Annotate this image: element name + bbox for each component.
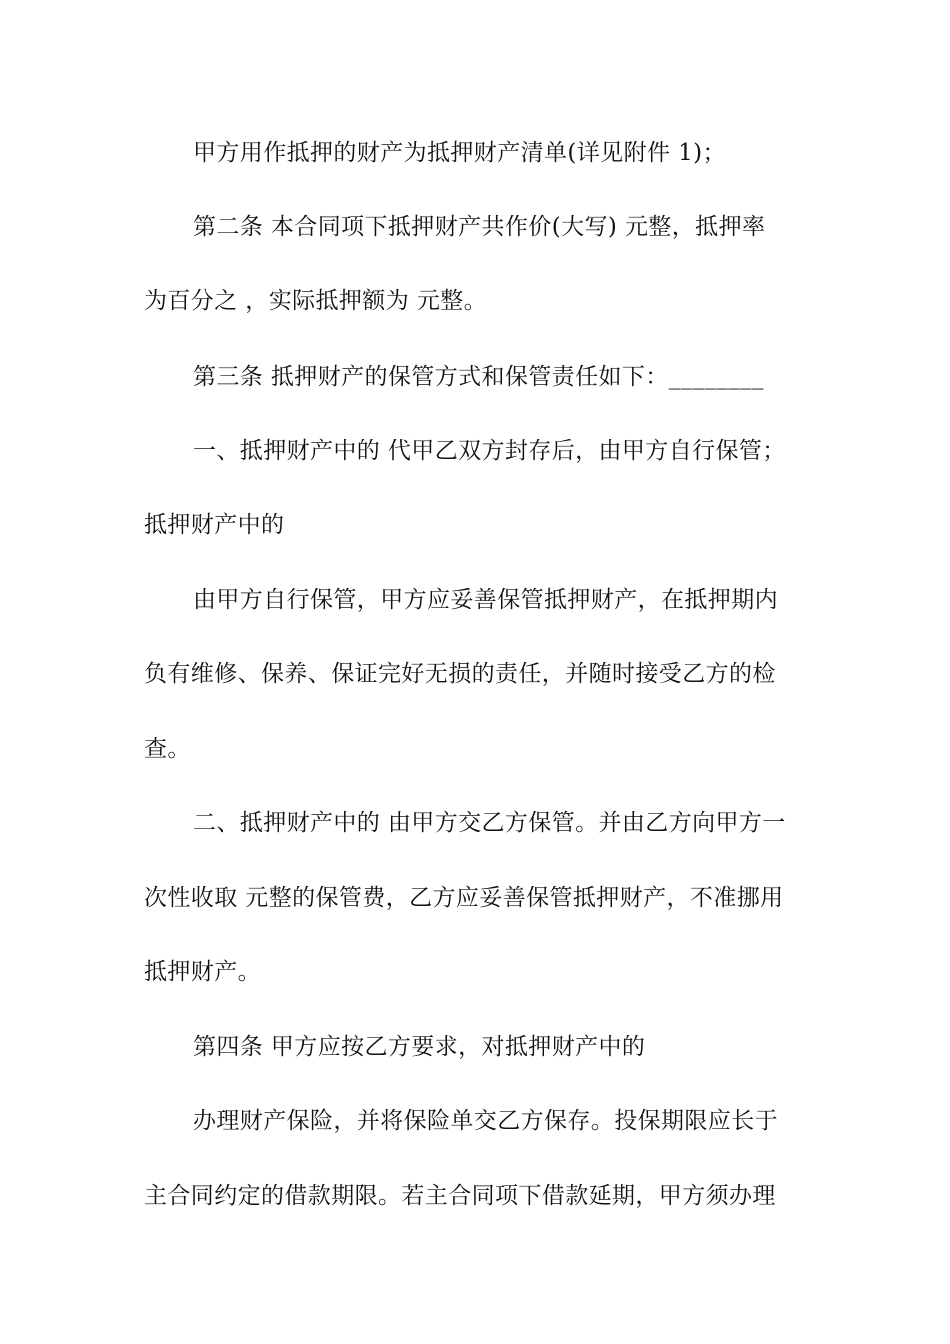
text-line: 主合同约定的借款期限。若主合同项下借款延期，甲方须办理: [144, 1183, 776, 1209]
text-line: 抵押财产。: [144, 959, 261, 985]
text-line: 由甲方自行保管，甲方应妥善保管抵押财产，在抵押期内: [193, 587, 778, 613]
text-line: 第二条 本合同项下抵押财产共作价(大写) 元整，抵押率: [193, 214, 766, 240]
text-line: 第四条 甲方应按乙方要求，对抵押财产中的: [193, 1034, 646, 1060]
text-line: 次性收取 元整的保管费，乙方应妥善保管抵押财产，不准挪用: [144, 885, 784, 911]
text-line: 为百分之 ，实际抵押额为 元整。: [144, 288, 488, 314]
text-line: 负有维修、保养、保证完好无损的责任，并随时接受乙方的检: [144, 661, 776, 687]
text-line: 查。: [144, 736, 191, 762]
text-line: 甲方用作抵押的财产为抵押财产清单(详见附件 1)；: [193, 140, 726, 166]
text-line: 一、抵押财产中的 代甲乙双方封存后，由甲方自行保管；: [193, 438, 786, 464]
text-line: 第三条 抵押财产的保管方式和保管责任如下：________: [193, 364, 764, 390]
text-line: 二、抵押财产中的 由甲方交乙方保管。并由乙方向甲方一: [193, 810, 786, 836]
text-line: 办理财产保险，并将保险单交乙方保存。投保期限应长于: [193, 1108, 778, 1134]
text-line: 抵押财产中的: [144, 512, 285, 538]
